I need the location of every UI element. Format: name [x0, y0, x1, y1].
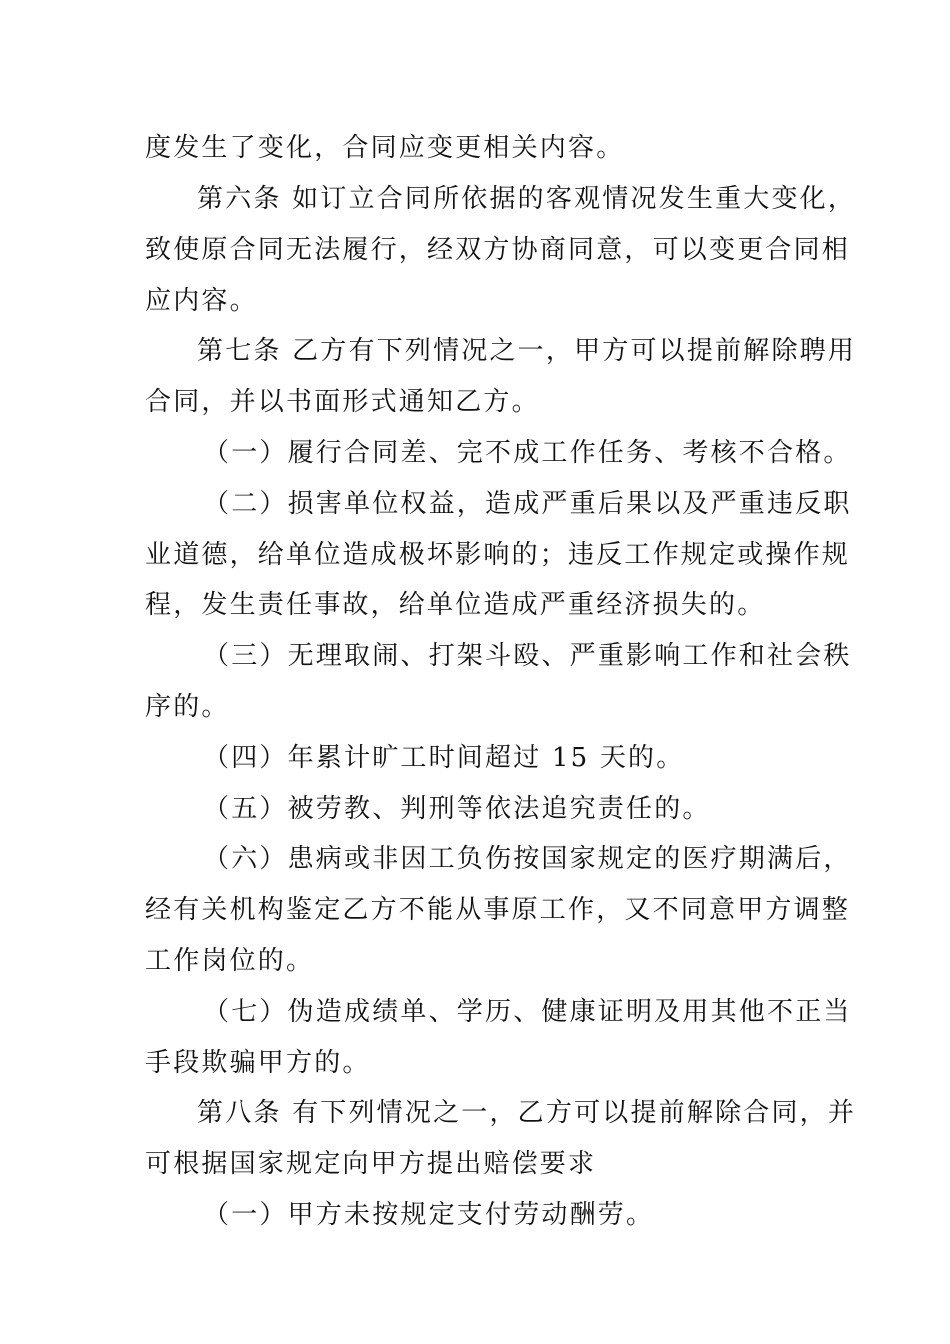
list-item: （一）履行合同差、完不成工作任务、考核不合格。 [203, 438, 852, 468]
paragraph-line: 序的。 [145, 692, 230, 722]
paragraph-line: 可根据国家规定向甲方提出赔偿要求 [145, 1149, 597, 1179]
paragraph-line: 应内容。 [145, 286, 258, 316]
paragraph-line: 程，发生责任事故，给单位造成严重经济损失的。 [145, 590, 766, 620]
paragraph-line: 业道德，给单位造成极坏影响的；违反工作规定或操作规 [145, 540, 851, 570]
list-item: （二）损害单位权益，造成严重后果以及严重违反职 [203, 489, 852, 519]
article-7-heading-line: 第七条 乙方有下列情况之一，甲方可以提前解除聘用 [197, 336, 857, 366]
list-item: （七）伪造成绩单、学历、健康证明及用其他不正当 [203, 997, 852, 1027]
list-item: （五）被劳教、判刑等依法追究责任的。 [203, 794, 711, 824]
paragraph-line: 手段欺骗甲方的。 [145, 1048, 371, 1078]
article-8-heading-line: 第八条 有下列情况之一，乙方可以提前解除合同，并 [197, 1098, 857, 1128]
paragraph-line: 经有关机构鉴定乙方不能从事原工作，又不同意甲方调整 [145, 895, 851, 925]
paragraph-line: 合同，并以书面形式通知乙方。 [145, 387, 540, 417]
list-item: （六）患病或非因工负伤按国家规定的医疗期满后， [203, 844, 852, 874]
paragraph-line: 工作岗位的。 [145, 946, 315, 976]
article-6-heading-line: 第六条 如订立合同所依据的客观情况发生重大变化， [197, 184, 857, 214]
list-item: （三）无理取闹、打架斗殴、严重影响工作和社会秩 [203, 641, 852, 671]
list-item: （一）甲方未按规定支付劳动酬劳。 [203, 1200, 655, 1230]
paragraph-line: 致使原合同无法履行，经双方协商同意，可以变更合同相 [145, 235, 851, 265]
list-item: （四）年累计旷工时间超过 15 天的。 [203, 743, 685, 773]
paragraph-line: 度发生了变化，合同应变更相关内容。 [145, 133, 625, 163]
